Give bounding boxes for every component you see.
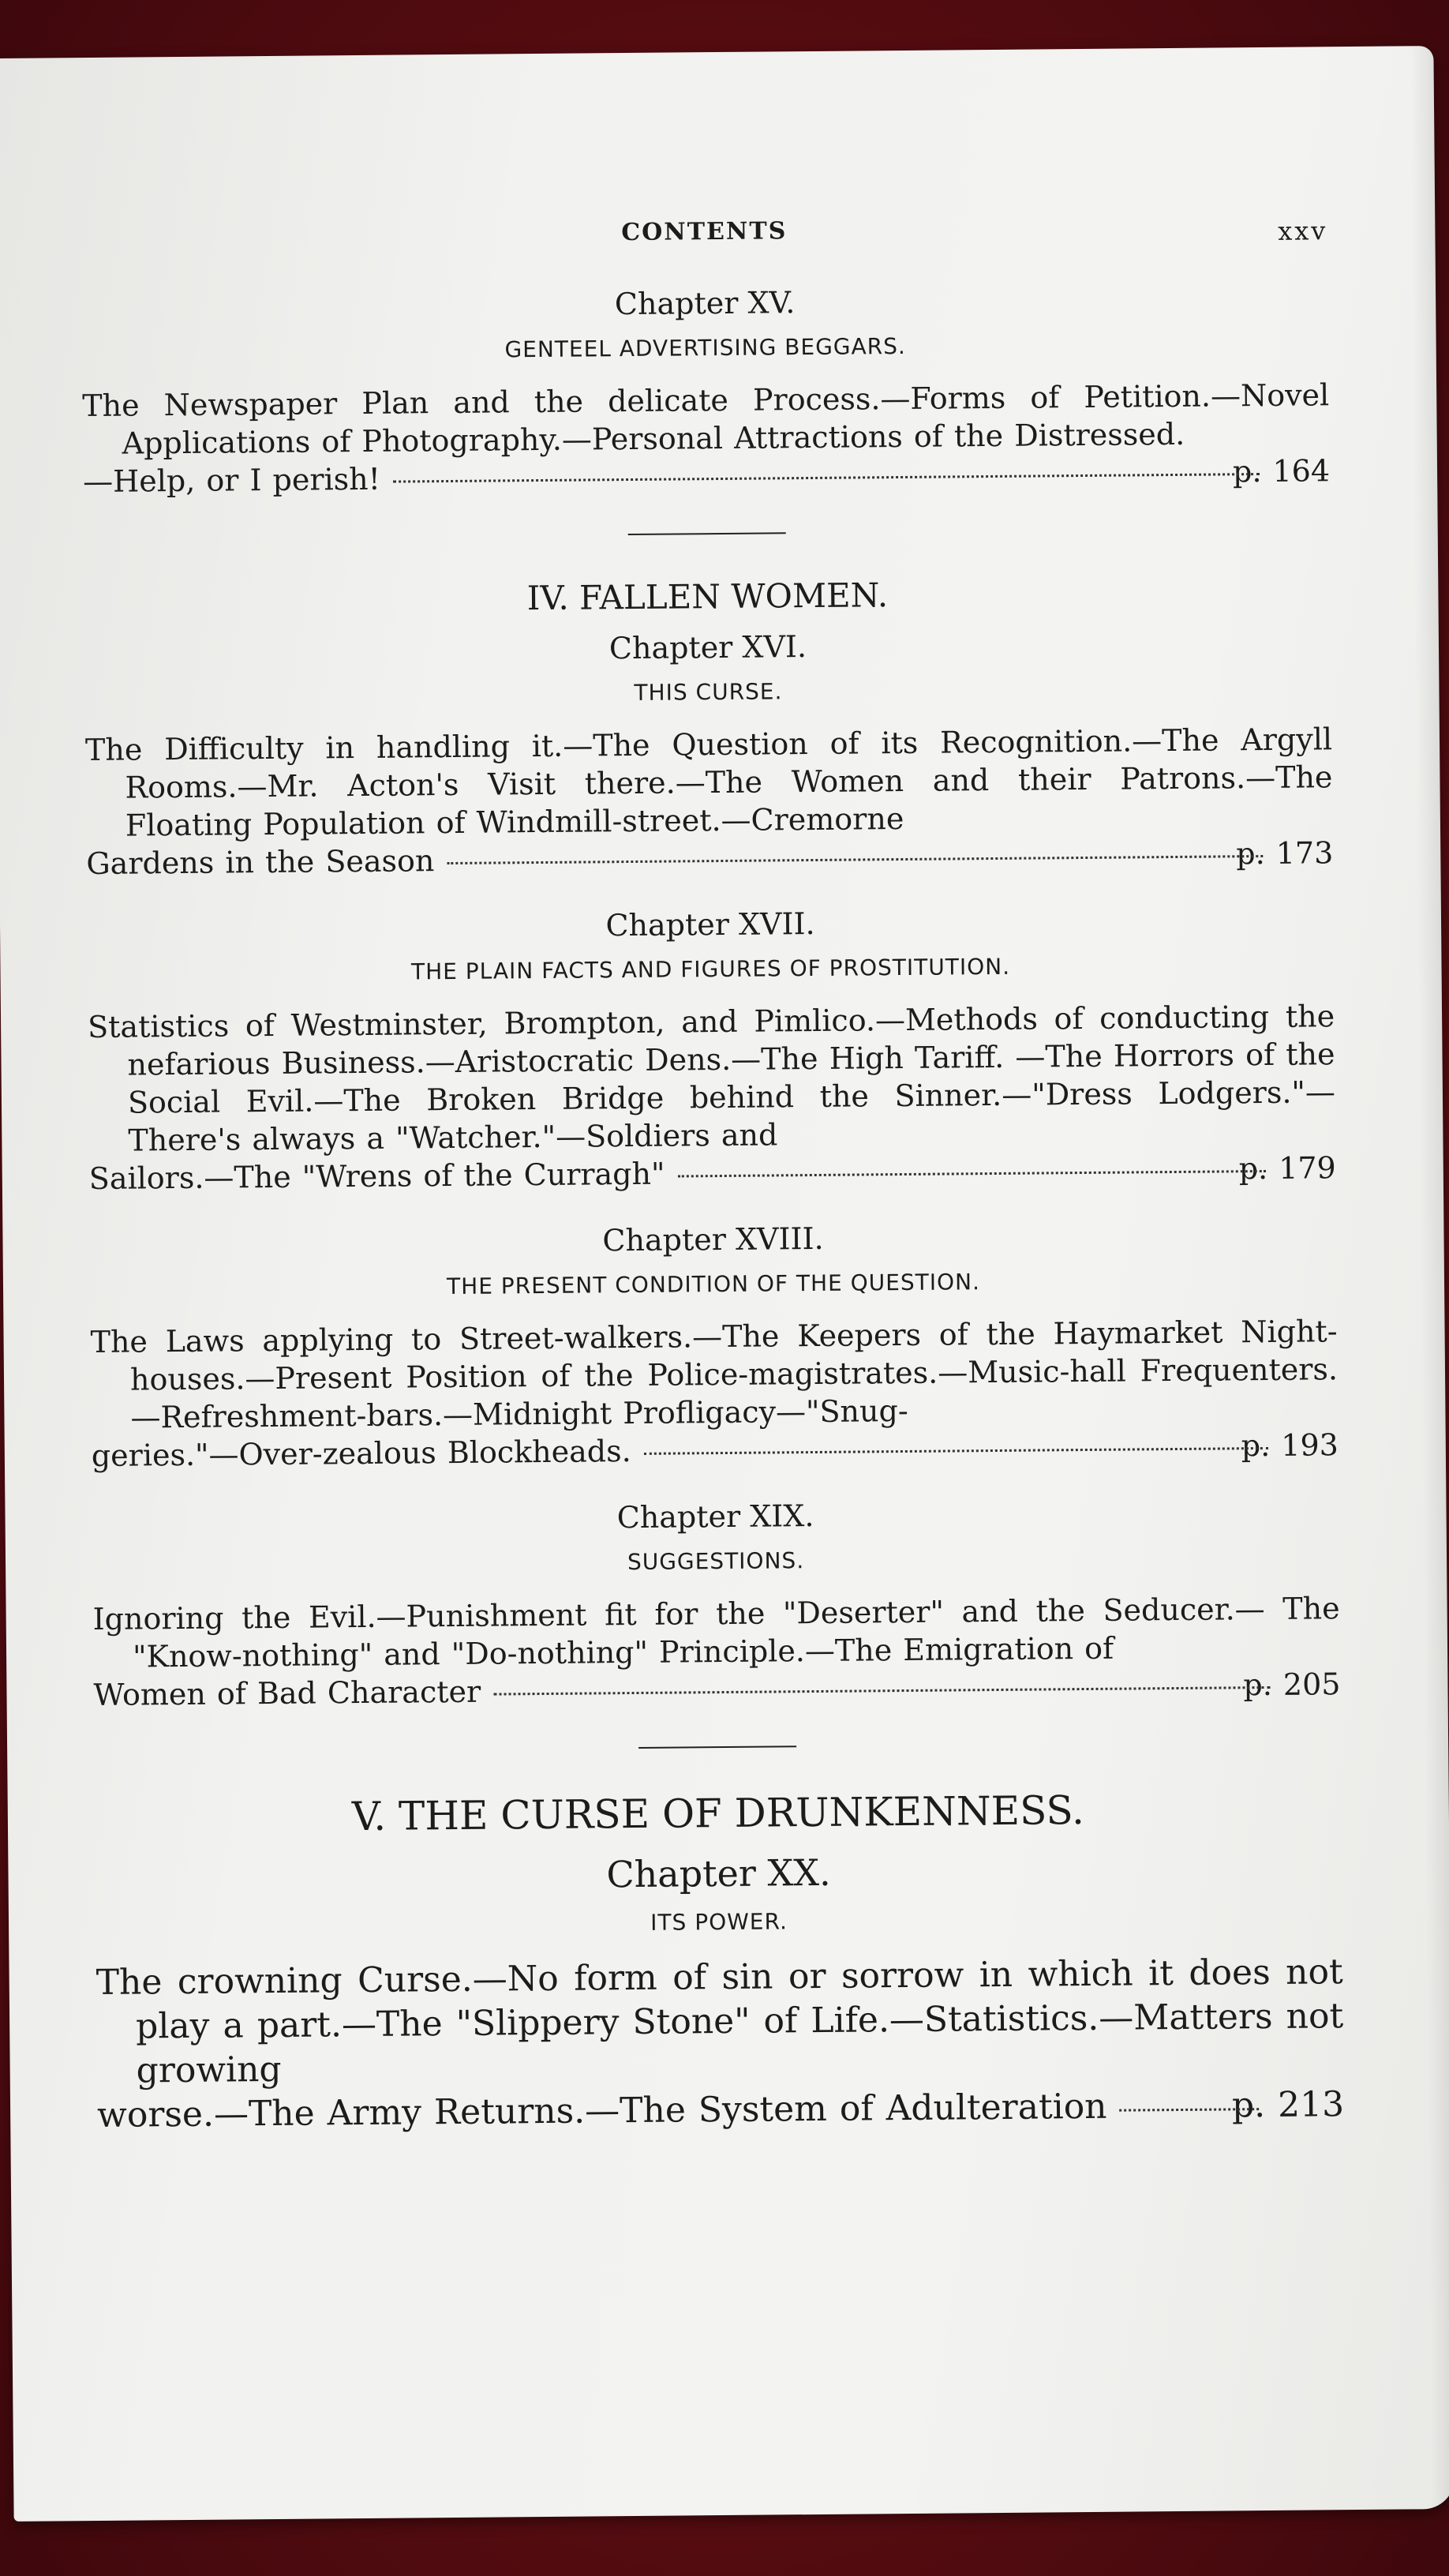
synopsis-text: The Difficulty in handling it.—The Question of its Recognition.—The Argyll Rooms.—Mr. Acton's Visit there.—The Women and their Patrons.—The Floating Population of Windmill-street.—Cremorne: [84, 722, 1333, 843]
part-heading: V. THE CURSE OF DRUNKENNESS.: [351, 1787, 1085, 1840]
section-divider: [638, 1745, 796, 1749]
page-reference: p. 179: [1238, 1150, 1336, 1187]
page-reference: p. 173: [1236, 835, 1334, 872]
chapter-subtitle: THE PRESENT CONDITION OF THE QUESTION.: [446, 1269, 981, 1300]
chapter-heading: Chapter XVII.: [605, 906, 815, 943]
page-reference: p. 193: [1241, 1427, 1339, 1464]
synopsis-text: The Newspaper Plan and the delicate Process.—Forms of Petition.—Novel Applications of Photography.—Personal Attractions of the Distressed.: [82, 377, 1330, 461]
chapter-heading: Chapter XIX.: [616, 1498, 814, 1535]
chapter-synopsis: [82, 376, 1330, 501]
synopsis-text: The Laws applying to Street-walkers.—The Keepers of the Haymarket Night-houses.—Present Position of the Police-magistrates.—Music-hall Frequenters.—Refreshment-bars.—Midnight Profligacy—"Snug-: [90, 1314, 1339, 1435]
chapter-heading: Chapter XV.: [614, 285, 796, 322]
synopsis-last-text: Gardens in the Season: [86, 843, 435, 882]
synopsis-text: The crowning Curse.—No form of sin or sorrow in which it does not play a part.—The "Slippery Stone" of Life.—Statistics.—Matters not growing: [95, 1952, 1344, 2091]
page-reference: p. 213: [1231, 2084, 1345, 2126]
synopsis-text: Statistics of Westminster, Brompton, and Pimlico.—Methods of conducting the nefarious Business.—Aristocratic Dens.—The High Tariff. —The Horrors of the Social Evil.—The Broken Bridge behind the Sinner.—"Dress Lodgers."—There's always a "Watcher."—Soldiers and: [87, 999, 1336, 1158]
chapter-synopsis: [88, 997, 1336, 1198]
synopsis-last-text: Women of Bad Character: [93, 1674, 481, 1712]
synopsis-last-text: —Help, or I perish!: [82, 461, 381, 500]
contents-body: [80, 157, 1345, 2138]
synopsis-text: Ignoring the Evil.—Punishment fit for the "Deserter" and the Seducer.— The "Know-nothing" and "Do-nothing" Principle.—The Emigration of: [92, 1591, 1340, 1674]
chapter-synopsis: [92, 1589, 1340, 1714]
page-numeral: xxv: [1278, 216, 1328, 246]
chapter-subtitle: GENTEEL ADVERTISING BEGGARS.: [504, 332, 906, 363]
chapter-subtitle: SUGGESTIONS.: [627, 1547, 805, 1576]
page-reference: p. 164: [1232, 453, 1331, 489]
synopsis-last-line: [96, 2083, 1345, 2137]
chapter-subtitle: ITS POWER.: [650, 1908, 788, 1936]
dot-leader: [447, 855, 1263, 864]
chapter-subtitle: THIS CURSE.: [634, 678, 783, 706]
chapter-synopsis: [95, 1950, 1344, 2138]
dot-leader: [393, 473, 1260, 483]
chapter-heading: Chapter XVIII.: [602, 1221, 824, 1258]
chapter-synopsis: [85, 720, 1334, 883]
chapter-heading: Chapter XVI.: [608, 629, 807, 666]
page-reference: p. 205: [1243, 1667, 1341, 1703]
dot-leader: [493, 1686, 1270, 1696]
synopsis-last-text: worse.—The Army Returns.—The System of Adulteration: [96, 2086, 1107, 2135]
running-head-title: CONTENTS: [621, 217, 788, 247]
synopsis-last-text: Sailors.—The "Wrens of the Curragh": [88, 1156, 665, 1197]
section-divider: [628, 532, 786, 535]
running-head: [80, 157, 1328, 247]
chapter-subtitle: THE PLAIN FACTS AND FIGURES OF PROSTITUTION.: [410, 953, 1011, 985]
chapter-synopsis: [90, 1312, 1339, 1475]
part-heading: IV. FALLEN WOMEN.: [526, 576, 889, 618]
synopsis-last-text: geries."—Over-zealous Blockheads.: [91, 1434, 631, 1473]
book-page: [0, 46, 1449, 2522]
dot-leader: [677, 1170, 1265, 1178]
chapter-heading: Chapter XX.: [606, 1850, 831, 1896]
dot-leader: [644, 1447, 1268, 1455]
